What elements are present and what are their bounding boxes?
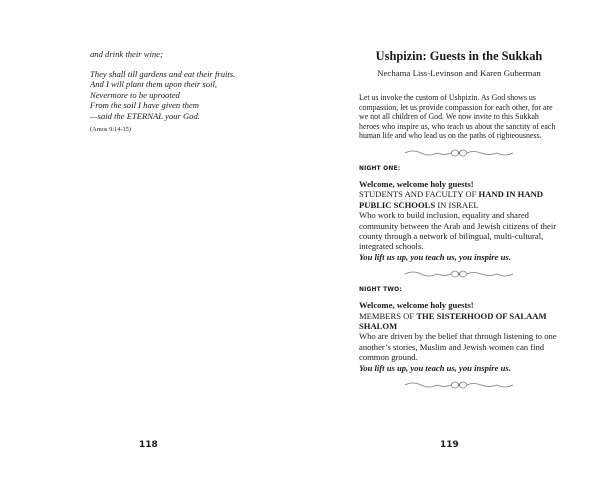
page-number: 118 [139,440,158,450]
flourish-divider-icon [403,147,515,159]
honoree [359,311,559,332]
night-body [359,300,559,373]
welcome-line: Welcome, welcome holy guests! [359,178,474,189]
page-number: 119 [440,440,459,450]
page-title: Ushpizin: Guests in the Sukkah [375,49,543,63]
refrain: You lift us up, you teach us, you inspire us. [359,251,511,262]
poem-line: From the soil I have given them [90,100,199,111]
night-label: NIGHT ONE: [359,165,401,172]
honoree-description: Who are driven by the belief that through listening to one another’s stories, Muslim and Jewish women can find common ground. [359,331,557,363]
right-page [300,0,600,480]
intro-paragraph: Let us invoke the custom of Ushpizin. As God shows us compassion, let us provide compassion for each other, for are we not all children of God. We now invite to this Sukkah heroes who inspire us, who teach us about the sanctity of each human life and who lead us on the paths of righteousness. [359,93,556,141]
poem-line: They shall till gardens and eat their fruits. [90,68,236,79]
honoree [359,189,559,210]
poem-line: —said the ETERNAL your God. [90,110,200,121]
poem-line: Nevermore to be uprooted [90,89,180,100]
honoree-description: Who work to build inclusion, equality and shared community between the Arab and Jewish citizens of their county through a network of bilingual, multi-cultural, integrated schools. [359,210,557,252]
welcome-line: Welcome, welcome holy guests! [359,300,474,311]
ushpizin-section [359,49,559,398]
poem-citation: (Amos 9:14-15) [90,125,132,133]
honoree-name: THE SISTERHOOD OF SALAAM SHALOM [359,310,547,332]
poem-line: And I will plant them upon their soil, [90,79,217,90]
honoree-suffix: IN ISRAEL [435,199,479,210]
night-two [359,287,559,373]
flourish-divider-icon [403,379,515,391]
authors: Nechama Liss-Levinson and Karen Guberman [377,68,541,78]
poem-opening-line: and drink their wine; [90,49,163,59]
night-one [359,166,559,262]
honoree-prefix: MEMBERS OF [359,310,417,321]
stanza-gap [90,60,290,69]
night-body [359,179,559,262]
honoree-name: HAND IN HAND PUBLIC SCHOOLS [359,189,543,210]
night-label: NIGHT TWO: [359,287,402,294]
honoree-prefix: STUDENTS AND FACULTY OF [359,189,479,200]
poem [90,49,290,135]
flourish-divider-icon [403,268,515,280]
refrain: You lift us up, you teach us, you inspire us. [359,362,511,373]
